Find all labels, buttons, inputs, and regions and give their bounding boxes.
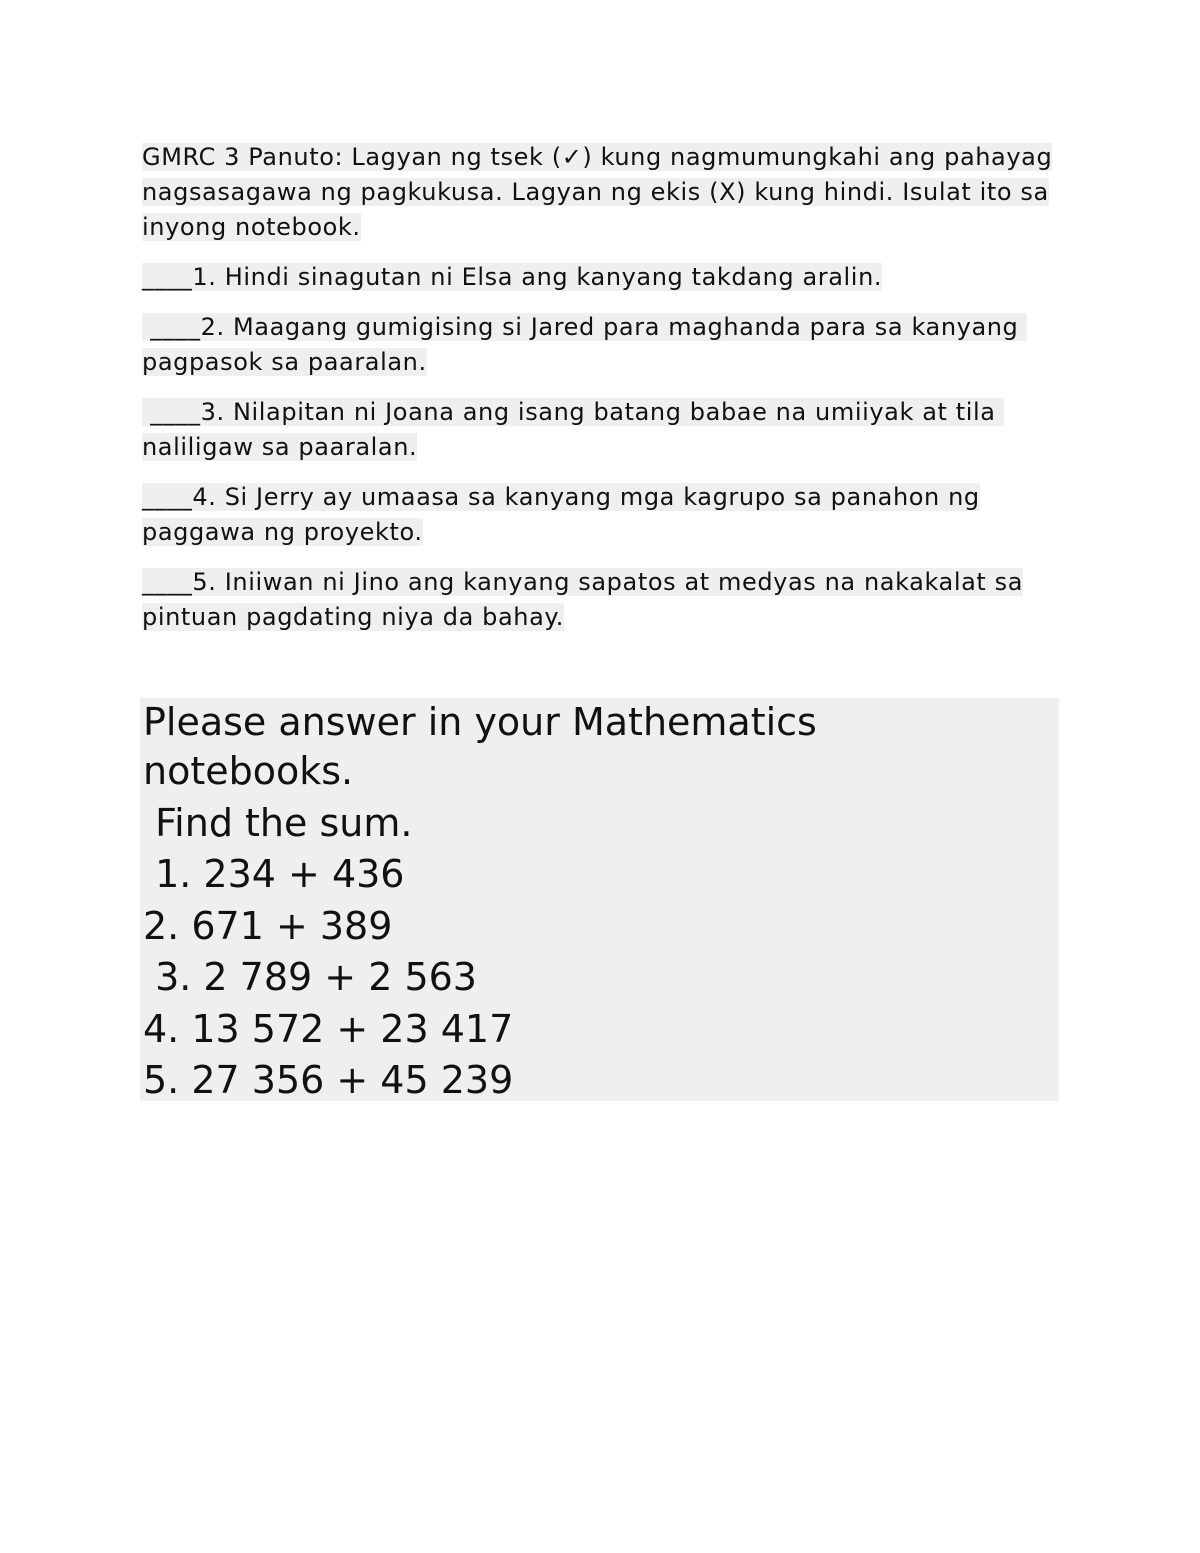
gmrc-item-text: ____1. Hindi sinagutan ni Elsa ang kanyang takdang aralin. <box>142 263 883 291</box>
gmrc-item-4 <box>142 480 1072 550</box>
math-problem-4: 4. 13 572 + 23 417 <box>143 1006 514 1051</box>
gmrc-item-text: ____3. Nilapitan ni Joana ang isang batang babae na umiiyak at tila naliligaw sa paaralan. <box>142 398 1004 461</box>
gmrc-item-3 <box>142 395 1072 465</box>
gmrc-item-1 <box>142 260 1072 295</box>
math-problem-3: 3. 2 789 + 2 563 <box>143 955 477 999</box>
math-problem-2: 2. 671 + 389 <box>143 903 393 948</box>
gmrc-item-2 <box>142 310 1072 380</box>
gmrc-instructions-text: GMRC 3 Panuto: Lagyan ng tsek (✓) kung nagmumungkahi ang pahayag nagsasagawa ng pagkukusa. Lagyan ng ekis (X) kung hindi. Isulat ito sa inyong notebook. <box>142 143 1053 241</box>
math-problem-5: 5. 27 356 + 45 239 <box>143 1058 514 1102</box>
gmrc-instructions <box>142 140 1072 245</box>
math-subheading: Find the sum. <box>143 800 413 845</box>
gmrc-item-5 <box>142 565 1072 635</box>
math-heading-line-2: notebooks. <box>143 749 354 793</box>
gmrc-item-text: ____4. Si Jerry ay umaasa sa kanyang mga kagrupo sa panahon ng paggawa ng proyekto. <box>142 483 980 546</box>
gmrc-item-text: ____5. Iniiwan ni Jino ang kanyang sapatos at medyas na nakakalat sa pintuan pagdating niya da bahay. <box>142 568 1024 631</box>
gmrc-section <box>142 140 1072 650</box>
math-section <box>140 698 1059 1101</box>
gmrc-item-text: ____2. Maagang gumigising si Jared para maghanda para sa kanyang pagpasok sa paaralan. <box>142 313 1027 376</box>
math-heading-line-1: Please answer in your Mathematics <box>143 700 817 744</box>
math-problem-1: 1. 234 + 436 <box>143 852 405 896</box>
